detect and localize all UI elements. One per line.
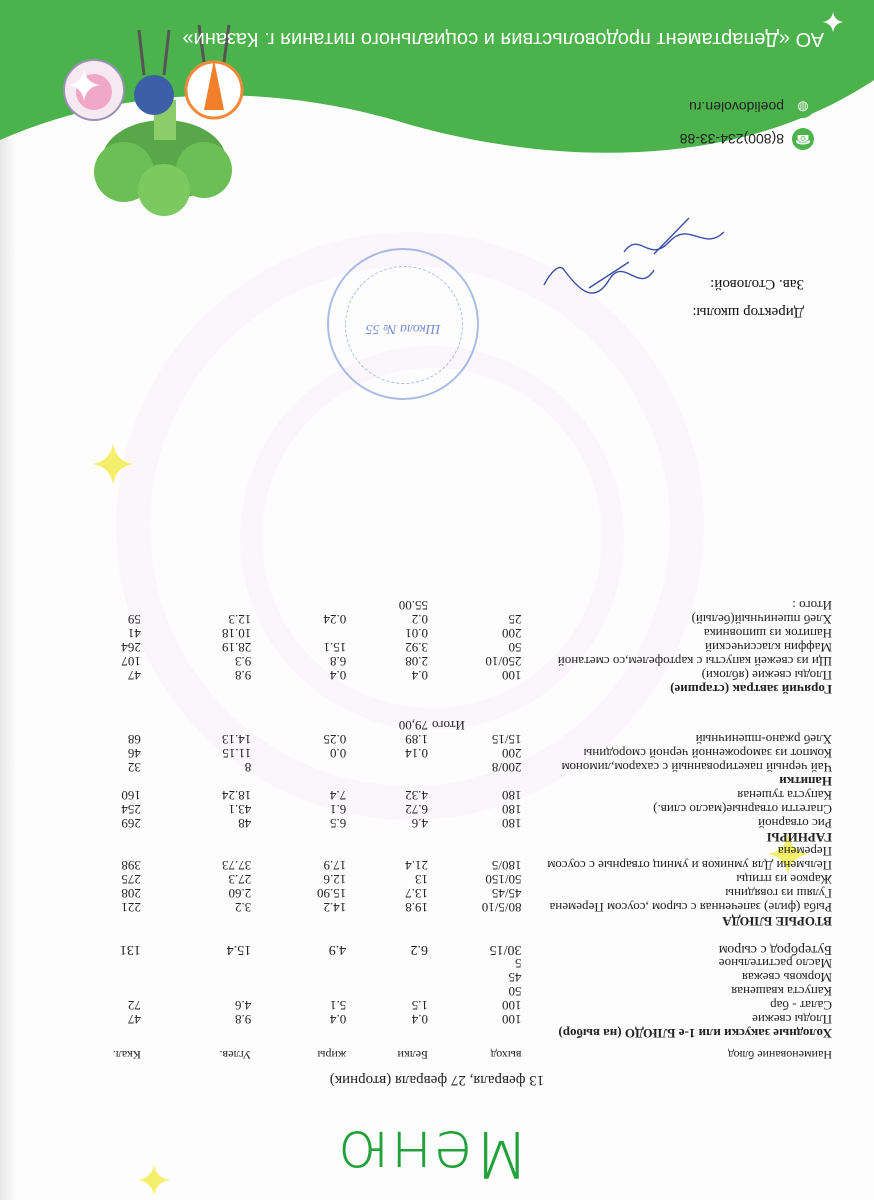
table-row (44, 746, 834, 760)
dish-protein: 4.6 (411, 816, 428, 831)
dish-output: 180 (502, 816, 522, 831)
dish-output: 200 (502, 746, 522, 761)
dish-output: 180 (502, 802, 522, 817)
dish-fat: 6.1 (329, 802, 347, 817)
dish-kcal: 47 (127, 1012, 141, 1027)
dish-output: 100 (502, 668, 522, 683)
spacer-row (44, 696, 834, 718)
dish-fat: 0.25 (323, 732, 347, 747)
table-row (44, 998, 834, 1012)
dish-name: Бутерброд с сыром (718, 942, 832, 957)
stamp-text: Школа № 55 (365, 321, 441, 336)
director-signature-label: Директор школы: (692, 304, 804, 320)
dish-fat: 0.4 (329, 1012, 347, 1027)
dish-kcal (44, 844, 143, 858)
col-header-carbs: Углев. (219, 1048, 252, 1062)
sparkle-icon (134, 1160, 174, 1200)
table-row (44, 900, 834, 914)
dish-carbs: 9.8 (234, 1012, 252, 1027)
table-row (44, 886, 834, 900)
dish-output: 250/10 (485, 654, 522, 669)
phone-number: 8(800)234-33-88 (679, 131, 784, 147)
contact-phone (680, 128, 814, 150)
col-header-fat: жиры (317, 1048, 347, 1062)
total-label: Итого (431, 718, 465, 733)
dish-fat: 12.6 (323, 872, 347, 887)
dish-fat: 4.9 (328, 942, 347, 957)
contact-site (689, 96, 814, 118)
dish-name: Чай черный пакетированный с сахаром,лимоном (561, 760, 832, 775)
table-row (44, 956, 834, 970)
dish-protein: 0.2 (411, 612, 428, 627)
dish-kcal: 47 (127, 668, 141, 683)
dish-name: Напиток из шиповника (703, 626, 832, 641)
dish-carbs (143, 956, 253, 970)
dish-name: Плоды свежие (яблоки) (701, 668, 832, 683)
total-spacer (524, 718, 834, 732)
section-row (44, 682, 834, 696)
dish-fat: 6.5 (329, 816, 347, 831)
dish-protein: 19.8 (405, 900, 428, 915)
section-title: Напитки (779, 774, 832, 789)
dish-name: Жаркое из птицы (736, 872, 832, 887)
dish-protein: 13.7 (405, 886, 428, 901)
section-row (44, 1026, 834, 1040)
dish-kcal: 221 (121, 900, 141, 915)
dish-carbs: 37.73 (221, 858, 252, 873)
dish-fat (253, 844, 348, 858)
dish-fat (253, 626, 348, 640)
dish-fat: 6.8 (329, 654, 347, 669)
dish-name: Салат - бар (770, 998, 832, 1013)
dish-kcal: 264 (121, 640, 141, 655)
table-header-row (44, 1040, 834, 1062)
section-row (44, 830, 834, 844)
dish-fat: 5.1 (329, 998, 347, 1013)
dish-carbs: 18.24 (221, 788, 252, 803)
total-spacer (44, 598, 348, 612)
dish-protein: 21.4 (405, 858, 428, 873)
dish-name: Хлеб пшеничный(белый) (691, 612, 832, 627)
dish-carbs: 9.8 (234, 668, 252, 683)
dish-output: 50 (508, 984, 522, 999)
dish-kcal: 68 (127, 732, 141, 747)
dish-name: Капуста тушеная (737, 788, 832, 803)
table-row (44, 816, 834, 830)
dish-carbs: 28.19 (221, 640, 252, 655)
table-row (44, 640, 834, 654)
table-row (44, 788, 834, 802)
dish-output: 80/5/10 (481, 900, 522, 915)
date-subtitle: 13 февраля, 27 февраля (вторник) (329, 1072, 545, 1088)
dish-protein: 1.89 (405, 732, 428, 747)
dish-fat: 14.2 (323, 900, 347, 915)
dish-carbs: 14.13 (221, 732, 252, 747)
table-row (44, 858, 834, 872)
dish-carbs: 12.3 (228, 612, 252, 627)
total-label: Итого : (792, 598, 832, 613)
dish-carbs: 11.15 (222, 746, 252, 761)
dish-fat: 0.4 (329, 668, 347, 683)
dish-output (430, 844, 524, 858)
table-row (44, 984, 834, 998)
dish-protein (348, 844, 430, 858)
dish-protein: 0.01 (405, 626, 428, 641)
dish-kcal (44, 984, 143, 998)
dish-name: Маффин классический (705, 640, 832, 655)
table-row (44, 970, 834, 984)
dish-kcal: 275 (121, 872, 141, 887)
menu-table-body (44, 598, 834, 1040)
phone-icon: ☎ (792, 128, 814, 150)
dish-kcal: 59 (127, 612, 141, 627)
dish-output: 45/45 (491, 886, 522, 901)
dish-carbs (143, 970, 253, 984)
dish-name: Плоды свежие (752, 1012, 832, 1027)
dish-protein (348, 984, 430, 998)
dish-output: 100 (502, 998, 522, 1013)
dish-carbs: 43.1 (228, 802, 252, 817)
dish-name: Масло растительное (718, 956, 832, 971)
dish-fat: 0.24 (323, 612, 347, 627)
dish-output: 200 (502, 626, 522, 641)
dish-protein (348, 970, 430, 984)
dish-output: 15/15 (491, 732, 522, 747)
dish-protein: 2.08 (405, 654, 428, 669)
dish-kcal: 32 (127, 760, 141, 775)
section-title: Холодные закуски или 1-е БЛЮДО (на выбор) (558, 1026, 832, 1041)
dish-output: 200/8 (491, 760, 522, 775)
dish-fat (253, 760, 348, 774)
dish-name: Гуляш из говядины (725, 886, 832, 901)
total-row (44, 718, 834, 732)
dish-kcal: 107 (121, 654, 141, 669)
dish-kcal: 254 (121, 802, 141, 817)
dish-protein (348, 760, 430, 774)
menu-table (44, 598, 834, 1062)
dish-protein: 3.92 (405, 640, 428, 655)
dish-fat (253, 984, 348, 998)
table-row (44, 942, 834, 956)
dish-carbs: 8 (244, 760, 252, 775)
dish-fat (253, 956, 348, 970)
table-row (44, 802, 834, 816)
dish-protein: 6.2 (410, 942, 428, 957)
table-row (44, 1012, 834, 1026)
col-header-kcal: Ккал. (112, 1048, 141, 1062)
dish-protein: 0.4 (411, 668, 428, 683)
dish-protein: 4.32 (405, 788, 428, 803)
spacer-row (44, 928, 834, 942)
section-row (44, 774, 834, 788)
dish-name: Рис отварной (758, 816, 832, 831)
spacer-cell (44, 696, 834, 718)
dish-name: Щи из свежей капусты с картофелем,со сметаной (557, 654, 832, 669)
dish-protein: 6.72 (405, 802, 428, 817)
dish-protein (348, 956, 430, 970)
dish-kcal: 160 (121, 788, 141, 803)
page-title: Меню (336, 1116, 529, 1190)
dish-name: Перемена (777, 844, 832, 859)
dish-fat: 15.1 (323, 640, 347, 655)
dish-protein: 0.14 (405, 746, 428, 761)
dish-kcal: 269 (121, 816, 141, 831)
dish-carbs: 2.60 (228, 886, 252, 901)
dish-kcal: 398 (121, 858, 141, 873)
dish-name: Капуста квашеная (731, 984, 832, 999)
spacer-cell (44, 928, 834, 942)
table-row (44, 626, 834, 640)
canteen-signature (619, 210, 729, 260)
dish-protein: 1.5 (411, 998, 428, 1013)
dish-name: Морковь свежая (741, 970, 832, 985)
dish-carbs: 27.3 (228, 872, 252, 887)
total-value: 55.00 (398, 598, 428, 613)
dish-name: Спагетти отварные(масло слив.) (653, 802, 832, 817)
dish-protein: 0.4 (411, 1012, 428, 1027)
table-row (44, 654, 834, 668)
school-stamp (327, 248, 479, 400)
sparkle-icon (87, 438, 139, 490)
col-header-name: Наименование блюд (727, 1048, 832, 1062)
dish-output: 25 (508, 612, 522, 627)
dish-output: 45 (508, 970, 522, 985)
dish-output: 180 (502, 788, 522, 803)
section-title: ВТОРЫЕ БЛЮДА (722, 914, 832, 929)
table-row (44, 612, 834, 626)
dish-output: 180/5 (491, 858, 522, 873)
dish-carbs: 10.18 (221, 626, 252, 641)
dish-output: 30/15 (489, 942, 522, 957)
table-row (44, 872, 834, 886)
dish-carbs: 9.3 (234, 654, 252, 669)
dish-name: Рыба (филе) запеченная с сыром ,соусом Перемена (549, 900, 832, 915)
dish-output: 50/150 (485, 872, 522, 887)
col-header-output: выход (490, 1048, 522, 1062)
dish-name: Компот из замороженной черной смородины (583, 746, 832, 761)
globe-icon: ◍ (792, 96, 814, 118)
dish-fat: 7.4 (329, 788, 347, 803)
dish-kcal: 208 (121, 886, 141, 901)
dish-kcal (44, 956, 143, 970)
total-value: 79,00 (398, 718, 428, 733)
dish-kcal: 131 (119, 942, 141, 957)
dish-carbs (143, 844, 253, 858)
dish-fat (253, 970, 348, 984)
dish-carbs: 3.2 (234, 900, 252, 915)
dish-kcal (44, 970, 143, 984)
section-title: Горячий завтрак (старшие) (670, 682, 832, 697)
dish-kcal: 46 (127, 746, 141, 761)
dish-carbs: 48 (238, 816, 252, 831)
canteen-signature-label: Зав. Столовой: (710, 276, 804, 292)
table-row (44, 760, 834, 774)
dish-name: Хлеб ржано-пшеничный (695, 732, 832, 747)
dish-carbs: 4.6 (234, 998, 252, 1013)
table-row (44, 732, 834, 746)
dish-kcal: 41 (127, 626, 141, 641)
col-header-protein: Белки (397, 1048, 428, 1062)
dish-kcal: 72 (127, 998, 141, 1013)
dish-protein: 13 (414, 872, 428, 887)
dish-fat: 15.90 (316, 886, 347, 901)
dish-carbs: 15.4 (226, 942, 252, 957)
website-link[interactable]: poelidovolen.ru (689, 99, 784, 115)
dish-carbs (143, 984, 253, 998)
total-spacer (430, 598, 524, 612)
dish-output: 5 (515, 956, 522, 971)
total-spacer (44, 718, 348, 732)
section-title: ГАРНИРЫ (766, 830, 832, 845)
dish-output: 50 (508, 640, 522, 655)
total-row (44, 598, 834, 612)
table-row (44, 844, 834, 858)
dish-name: Пельмени Для умников и умниц отварные с соусом (547, 858, 832, 873)
organization-name: АО «Департамент продовольствия и социального питания г. Казани» (182, 28, 824, 50)
dish-fat: 0.0 (329, 746, 347, 761)
table-row (44, 668, 834, 682)
sparkle-icon (64, 65, 104, 105)
dish-fat: 17.9 (323, 858, 347, 873)
dish-output: 100 (502, 1012, 522, 1027)
section-row (44, 914, 834, 928)
